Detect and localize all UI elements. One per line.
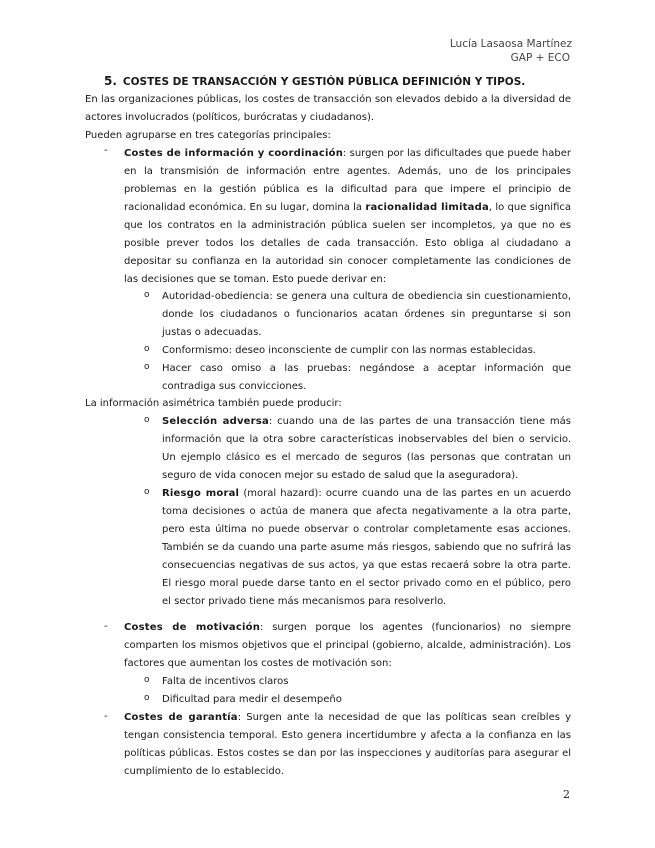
section-title (104, 74, 525, 88)
categories-intro: Pueden agruparse en tres categorías principales: (85, 130, 331, 141)
circle-bullet: o (144, 290, 150, 300)
guarantee-paragraph (124, 709, 571, 781)
circle-bullet: o (144, 675, 150, 685)
adverse-text: : cuando una de las partes de una transacción tiene más información que la otra sobre características inobservables del bien o servicio. Un ejemplo clásico es el mercado de seguros (las personas que contratan un seguro de vida conocen mejor su estado de salud que la aseguradora). (162, 416, 571, 481)
motivation-item: Dificultad para medir el desempeño (162, 694, 342, 705)
info-term-2: racionalidad limitada (365, 202, 489, 213)
section-number: 5. (104, 74, 117, 88)
header-course: GAP + ECO (510, 52, 570, 64)
header-author: Lucía Lasaosa Martínez (449, 38, 572, 50)
adverse-selection-item (162, 413, 571, 485)
motivation-term: Costes de motivación (124, 622, 261, 633)
info-term: Costes de información y coordinación (124, 148, 344, 159)
moral-term: Riesgo moral (162, 488, 240, 499)
motivation-item: Falta de incentivos claros (162, 676, 289, 687)
info-item: Hacer caso omiso a las pruebas: negándose a aceptar información que contradiga sus convicciones. (162, 363, 571, 392)
page-number: 2 (563, 788, 570, 801)
dash-bullet: - (104, 621, 108, 632)
moral-text: (moral hazard): ocurre cuando una de las partes en un acuerdo toma decisiones o actúa de manera que afecta negativamente a la otra parte, pero esta última no puede observar o controlar completamente esas acciones. También se da cuando una parte asume más riesgos, sabiendo que no sufrirá las consecuencias negativas de sus actos, ya que estas recaerá sobre la otra parte. El riesgo moral puede darse tanto en el sector privado como en el público, pero el sector privado tiene más mecanismos para resolverlo. (162, 488, 571, 607)
info-item: Autoridad-obediencia: se genera una cultura de obediencia sin cuestionamiento, donde los ciudadanos o funcionarios acatan órdenes sin preguntarse si son justas o adecuadas. (162, 291, 571, 338)
info-text-2: , lo que significa que los contratos en la administración pública suelen ser incompletos, ya que no es posible prever todos los detalles de cada transacción. Esto obliga al ciudadano a depositar su confianza en la autoridad sin conocer completamente las condiciones de las decisiones que se toman. Esto puede derivar en: (124, 202, 571, 285)
circle-bullet: o (144, 415, 150, 425)
motivation-paragraph (124, 619, 571, 673)
moral-hazard-item (162, 485, 571, 611)
dash-bullet: - (104, 145, 108, 156)
asymmetric-intro: La información asimétrica también puede producir: (85, 398, 342, 409)
guarantee-text: : Surgen ante la necesidad de que las políticas sean creíbles y tengan consistencia temporal. Esto genera incertidumbre y afecta a la confianza en las políticas públicas. Estos costes se dan por las inspecciones y auditorías para asegurar el cumplimiento de lo establecido. (124, 712, 571, 777)
circle-bullet: o (144, 362, 150, 372)
dash-bullet: - (104, 711, 108, 722)
info-text-1: : surgen por las dificultades que puede haber en la transmisión de información entre agentes. Además, uno de los principales problemas en la gestión pública es la dificultad para que impere el principio de racionalidad económica. En su lugar, domina la (124, 148, 571, 213)
motivation-text: : surgen porque los agentes (funcionarios) no siempre comparten los mismos objetivos que el principal (gobierno, alcalde, administración). Los factores que aumentan los costes de motivación son: (124, 622, 571, 669)
circle-bullet: o (144, 693, 150, 703)
info-paragraph (124, 145, 571, 289)
section-title-text: COSTES DE TRANSACCIÓN Y GESTIÓN PÚBLICA DEFINICIÓN Y TIPOS. (122, 76, 526, 88)
circle-bullet: o (144, 344, 150, 354)
guarantee-term: Costes de garantía (124, 712, 238, 723)
intro-paragraph: En las organizaciones públicas, los costes de transacción son elevados debido a la diversidad de actores involucrados (políticos, burócratas y ciudadanos). (85, 94, 571, 123)
circle-bullet: o (144, 487, 150, 497)
info-item: Conformismo: deseo inconsciente de cumplir con las normas establecidas. (162, 345, 536, 356)
adverse-term: Selección adversa (162, 416, 269, 427)
